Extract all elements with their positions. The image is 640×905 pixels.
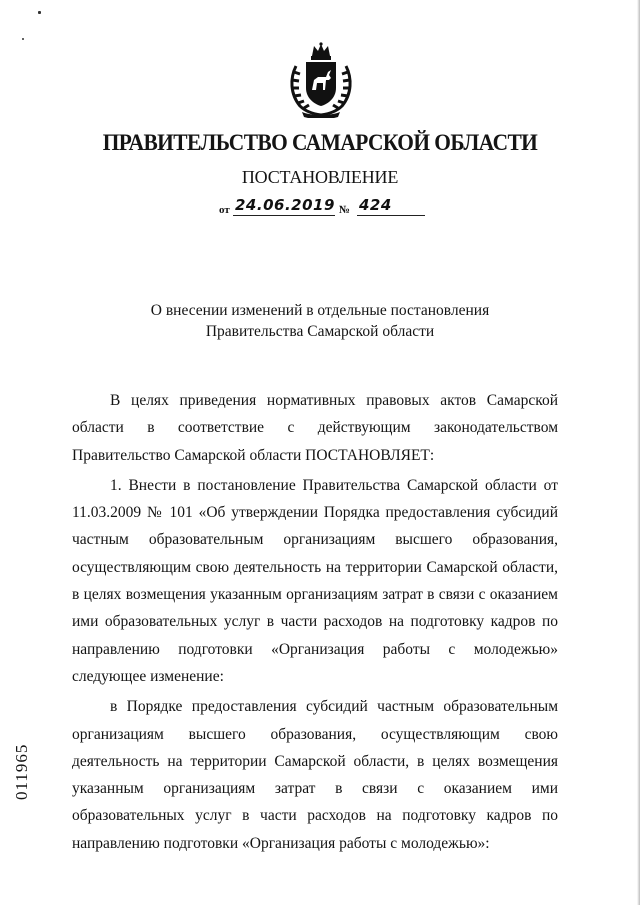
paragraph-order-text: в Порядке предоставления субсидий частным образовательным организациям высшего образования, осуществляющим свою деятельность на территории Самарской области, в целях возмещения указанным организациям затрат в связи с оказанием ими образовательных услуг в части расходов на подготовку кадров по направлению подготовки «Организация работы с молодежью»: xyxy=(72,698,558,852)
number-underline xyxy=(357,215,425,216)
subject-line-1: О внесении изменений в отдельные постановления xyxy=(150,302,490,319)
government-title: ПРАВИТЕЛЬСТВО САМАРСКОЙ ОБЛАСТИ xyxy=(102,130,538,155)
scan-speck xyxy=(22,38,24,40)
number-prefix: № xyxy=(339,204,351,216)
date-number-line xyxy=(219,196,439,220)
date-prefix: от xyxy=(219,204,230,216)
samara-coat-of-arms-icon xyxy=(288,42,354,118)
scan-speck xyxy=(38,11,41,14)
document-body xyxy=(72,387,558,857)
date-underline xyxy=(233,215,335,216)
subject-line-2: Правительства Самарской области xyxy=(205,323,435,340)
margin-serial-number: 011965 xyxy=(12,743,31,800)
paragraph-preamble: В целях приведения нормативных правовых актов Самарской области в соответствие с действующим законодательством Правительство Самарской области ПОСТАНОВЛЯЕТ: xyxy=(72,392,558,464)
paragraph-item-1: 1. Внести в постановление Правительства Самарской области от 11.03.2009 № 101 «Об утверждении Порядка предоставления субсидий частным образовательным организациям высшего образования, осуществляющим свою деятельность на территории Самарской области, в целях возмещения указанным организациям затрат в связи с оказанием ими образовательных услуг в части расходов на подготовку кадров по направлению подготовки «Организация работы с молодежью» следующее изменение: xyxy=(72,476,558,685)
handwritten-date: 24.06.2019 xyxy=(235,196,335,214)
document-type: ПОСТАНОВЛЕНИЕ xyxy=(241,167,399,187)
document-subject xyxy=(0,300,640,342)
handwritten-number: 424 xyxy=(359,196,392,214)
